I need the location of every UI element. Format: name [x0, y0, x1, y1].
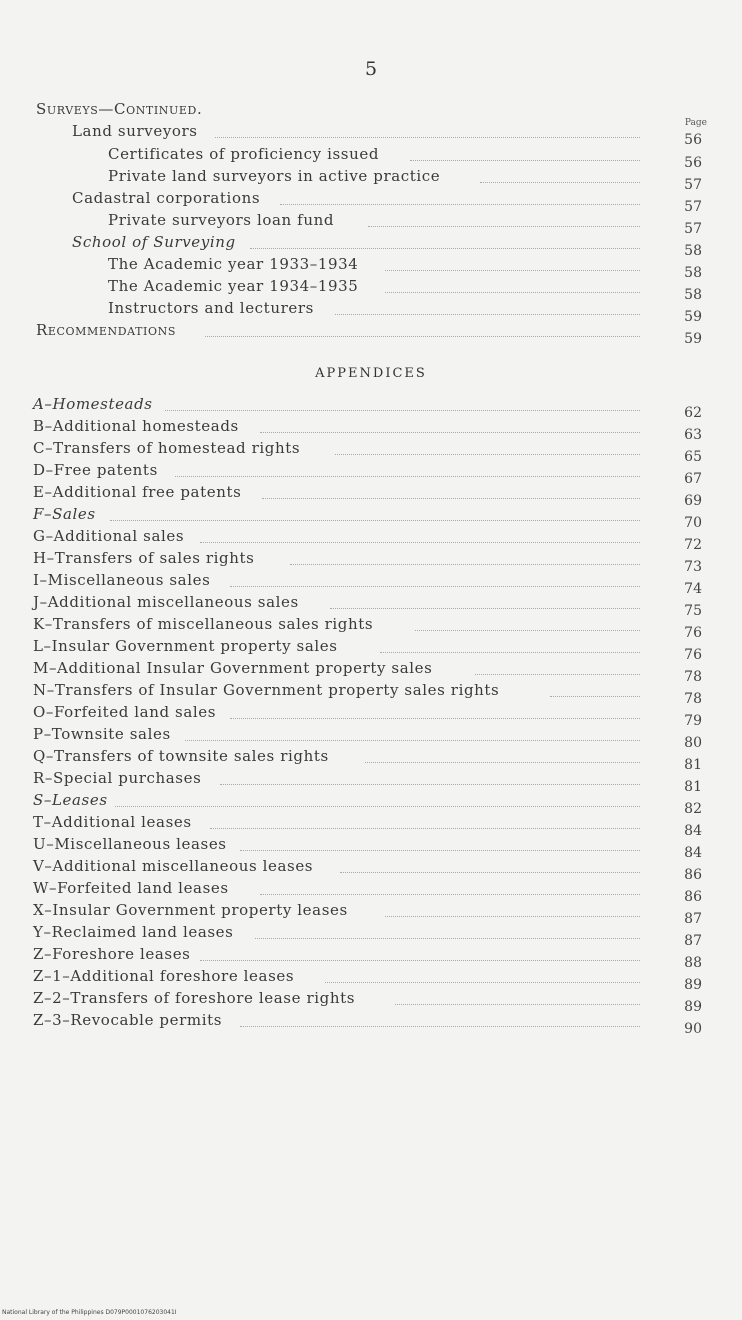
- dot-leader: [385, 916, 640, 917]
- dot-leader: [230, 718, 640, 719]
- toc-entry: [0, 209, 742, 237]
- toc-entry-title: The Academic year 1934–1935: [108, 277, 362, 295]
- toc-entry-page: 57: [684, 199, 702, 215]
- dot-leader: [395, 1004, 640, 1005]
- dot-leader: [260, 894, 640, 895]
- toc-entry-page: 58: [684, 287, 702, 303]
- appendix-title: E–Additional free patents: [33, 483, 245, 501]
- appendix-entry: [0, 987, 742, 1015]
- dot-leader: [210, 828, 640, 829]
- appendix-entry: [0, 437, 742, 465]
- dot-leader: [110, 520, 640, 521]
- appendix-title: C–Transfers of homestead rights: [33, 439, 304, 457]
- toc-entry-title: Recommendations: [36, 321, 180, 339]
- dot-leader: [410, 160, 640, 161]
- dot-leader: [175, 476, 640, 477]
- appendix-entry: [0, 855, 742, 883]
- appendix-title: O–Forfeited land sales: [33, 703, 220, 721]
- dot-leader: [385, 270, 640, 271]
- dot-leader: [475, 674, 640, 675]
- appendix-entry: [0, 591, 742, 619]
- dot-leader: [280, 204, 640, 205]
- dot-leader: [240, 1026, 640, 1027]
- toc-entry: [0, 319, 742, 347]
- appendix-title: Z–2–Transfers of foreshore lease rights: [33, 989, 359, 1007]
- dot-leader: [365, 762, 640, 763]
- dot-leader: [385, 292, 640, 293]
- appendix-page: 82: [684, 801, 702, 817]
- appendix-title: G–Additional sales: [33, 527, 188, 545]
- appendix-title: H–Transfers of sales rights: [33, 549, 258, 567]
- appendix-entry: [0, 393, 742, 421]
- appendix-entry: [0, 877, 742, 905]
- appendices-heading: APPENDICES: [315, 366, 427, 381]
- appendix-page: 81: [684, 779, 702, 795]
- appendix-page: 79: [684, 713, 702, 729]
- appendix-title: M–Additional Insular Government property sales: [33, 659, 436, 677]
- appendix-title: L–Insular Government property sales: [33, 637, 342, 655]
- dot-leader: [262, 498, 640, 499]
- dot-leader: [340, 872, 640, 873]
- appendix-page: 67: [684, 471, 702, 487]
- appendix-page: 65: [684, 449, 702, 465]
- appendix-title: Y–Reclaimed land leases: [33, 923, 237, 941]
- appendix-entry: [0, 943, 742, 971]
- appendix-title: Z–1–Additional foreshore leases: [33, 967, 298, 985]
- toc-entry-page: 58: [684, 265, 702, 281]
- appendix-entry: [0, 613, 742, 641]
- page-column-header: Page: [684, 118, 707, 128]
- dot-leader: [330, 608, 640, 609]
- appendix-page: 81: [684, 757, 702, 773]
- toc-entry: [0, 120, 742, 148]
- appendix-page: 84: [684, 823, 702, 839]
- appendix-entry: [0, 679, 742, 707]
- appendix-title: R–Special purchases: [33, 769, 205, 787]
- dot-leader: [230, 586, 640, 587]
- appendix-page: 80: [684, 735, 702, 751]
- appendix-entry: [0, 745, 742, 773]
- appendix-page: 63: [684, 427, 702, 443]
- appendix-page: 70: [684, 515, 702, 531]
- dot-leader: [290, 564, 640, 565]
- toc-entry-title: Instructors and lecturers: [108, 299, 318, 317]
- dot-leader: [480, 182, 640, 183]
- appendix-entry: [0, 723, 742, 751]
- toc-entry-page: 58: [684, 243, 702, 259]
- dot-leader: [335, 454, 640, 455]
- toc-entry: [0, 98, 742, 120]
- appendix-entry: [0, 899, 742, 927]
- toc-entry-title: Certificates of proficiency issued: [108, 145, 383, 163]
- appendix-entry: [0, 635, 742, 663]
- appendix-entry: [0, 965, 742, 993]
- appendix-entry: [0, 767, 742, 795]
- appendix-page: 69: [684, 493, 702, 509]
- appendix-page: 88: [684, 955, 702, 971]
- appendix-page: 62: [684, 405, 702, 421]
- appendix-title: Q–Transfers of townsite sales rights: [33, 747, 333, 765]
- dot-leader: [550, 696, 640, 697]
- appendix-page: 73: [684, 559, 702, 575]
- dot-leader: [205, 336, 640, 337]
- dot-leader: [250, 248, 640, 249]
- appendix-entry: [0, 415, 742, 443]
- dot-leader: [115, 806, 640, 807]
- appendix-page: 78: [684, 691, 702, 707]
- appendix-entry: [0, 569, 742, 597]
- toc-entry: [0, 253, 742, 281]
- appendix-page: 89: [684, 977, 702, 993]
- appendix-entry: [0, 789, 742, 817]
- appendix-entry: [0, 503, 742, 531]
- appendix-title: W–Forfeited land leases: [33, 879, 233, 897]
- appendix-entry: [0, 481, 742, 509]
- toc-entry-page: 59: [684, 309, 702, 325]
- appendix-entry: [0, 921, 742, 949]
- toc-entry-title: Private surveyors loan fund: [108, 211, 338, 229]
- toc-entry-title: The Academic year 1933–1934: [108, 255, 362, 273]
- appendix-page: 87: [684, 933, 702, 949]
- dot-leader: [220, 784, 640, 785]
- toc-entry-page: 57: [684, 221, 702, 237]
- dot-leader: [240, 850, 640, 851]
- appendix-title: I–Miscellaneous sales: [33, 571, 214, 589]
- appendix-page: 75: [684, 603, 702, 619]
- appendix-page: 84: [684, 845, 702, 861]
- appendix-entry: [0, 1009, 742, 1037]
- dot-leader: [368, 226, 640, 227]
- appendix-title: A–Homesteads: [33, 395, 157, 413]
- dot-leader: [185, 740, 640, 741]
- toc-entry: [0, 297, 742, 325]
- dot-leader: [215, 137, 640, 138]
- appendix-entry: [0, 833, 742, 861]
- appendix-page: 86: [684, 867, 702, 883]
- dot-leader: [380, 652, 640, 653]
- appendix-page: 76: [684, 647, 702, 663]
- appendix-page: 87: [684, 911, 702, 927]
- appendix-page: 76: [684, 625, 702, 641]
- footer-note: National Library of the Philippines D079P0001076203041I: [2, 1309, 177, 1316]
- appendix-title: T–Additional leases: [33, 813, 196, 831]
- appendix-title: N–Transfers of Insular Government property sales rights: [33, 681, 503, 699]
- appendix-entry: [0, 525, 742, 553]
- toc-entry: [0, 231, 742, 259]
- dot-leader: [335, 314, 640, 315]
- appendix-page: 74: [684, 581, 702, 597]
- appendix-page: 72: [684, 537, 702, 553]
- toc-entry-title: Private land surveyors in active practice: [108, 167, 444, 185]
- appendix-title: Z–3–Revocable permits: [33, 1011, 226, 1029]
- appendix-title: P–Townsite sales: [33, 725, 175, 743]
- dot-leader: [325, 982, 640, 983]
- appendix-page: 86: [684, 889, 702, 905]
- toc-entry-title: Land surveyors: [72, 122, 202, 140]
- appendix-title: J–Additional miscellaneous sales: [33, 593, 303, 611]
- toc-entry-page: 56: [684, 155, 702, 171]
- toc-entry-title: Cadastral corporations: [72, 189, 264, 207]
- dot-leader: [165, 410, 640, 411]
- page-number: 5: [364, 58, 378, 80]
- appendix-entry: [0, 547, 742, 575]
- toc-entry: [0, 165, 742, 193]
- dot-leader: [260, 432, 640, 433]
- appendix-entry: [0, 459, 742, 487]
- appendix-entry: [0, 701, 742, 729]
- toc-entry-page: 57: [684, 177, 702, 193]
- appendix-title: U–Miscellaneous leases: [33, 835, 231, 853]
- appendix-title: Z–Foreshore leases: [33, 945, 194, 963]
- toc-entry: [0, 275, 742, 303]
- dot-leader: [200, 960, 640, 961]
- appendix-title: D–Free patents: [33, 461, 162, 479]
- toc-entry: [0, 143, 742, 171]
- toc-entry-page: 59: [684, 331, 702, 347]
- toc-entry: [0, 187, 742, 215]
- appendix-entry: [0, 811, 742, 839]
- toc-entry-title: Surveys—Continued.: [36, 100, 206, 118]
- appendix-title: V–Additional miscellaneous leases: [33, 857, 317, 875]
- appendix-title: K–Transfers of miscellaneous sales rights: [33, 615, 377, 633]
- toc-entry-page: 56: [684, 132, 702, 148]
- appendix-title: B–Additional homesteads: [33, 417, 243, 435]
- appendix-page: 89: [684, 999, 702, 1015]
- dot-leader: [255, 938, 640, 939]
- toc-entry-title: School of Surveying: [72, 233, 240, 251]
- appendix-title: S–Leases: [33, 791, 112, 809]
- appendix-title: F–Sales: [33, 505, 100, 523]
- appendix-page: 78: [684, 669, 702, 685]
- dot-leader: [415, 630, 640, 631]
- appendix-entry: [0, 657, 742, 685]
- appendix-title: X–Insular Government property leases: [33, 901, 352, 919]
- dot-leader: [200, 542, 640, 543]
- appendix-page: 90: [684, 1021, 702, 1037]
